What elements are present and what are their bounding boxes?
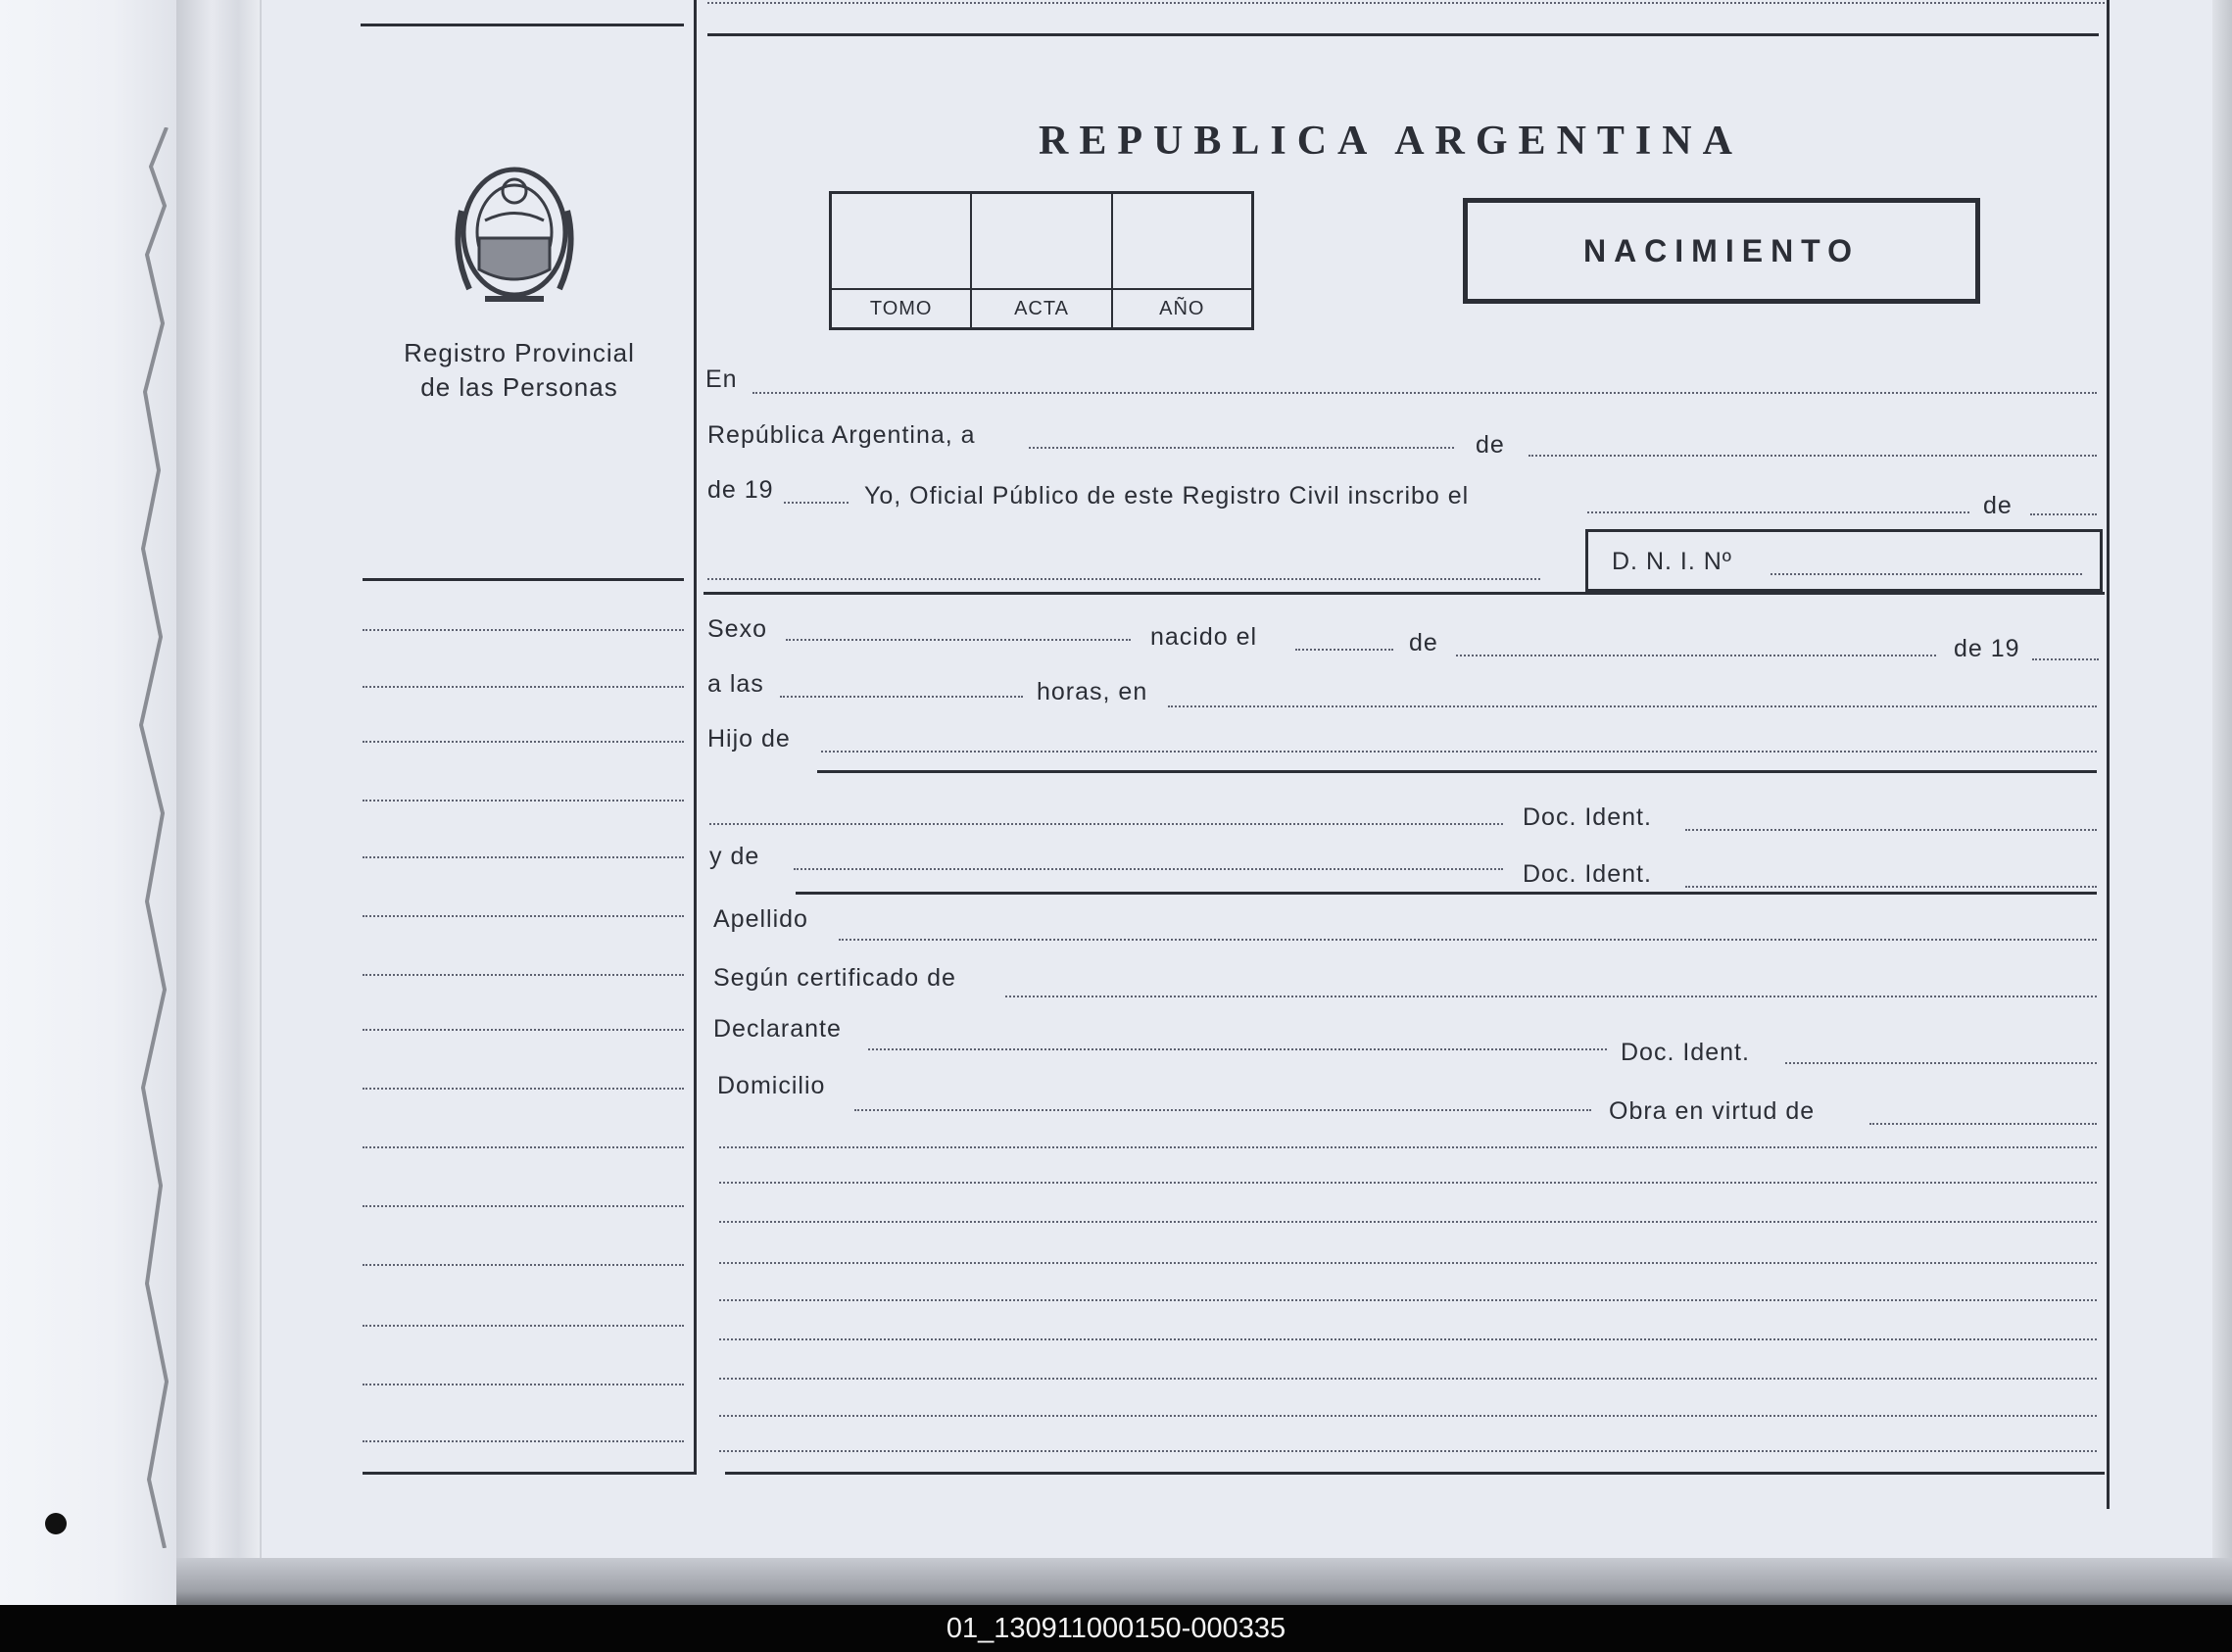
bottom-rule-right [725,1472,2105,1475]
notes-line[interactable] [719,1221,2097,1223]
domicilio-field[interactable] [854,1109,1591,1111]
margin-line[interactable] [363,741,684,743]
section-rule-1 [704,592,2105,595]
notes-line[interactable] [719,1415,2097,1417]
year-field[interactable] [784,502,849,504]
acta-label: ACTA [972,288,1110,327]
notes-line[interactable] [719,1450,2097,1452]
certificado-field[interactable] [1005,996,2097,997]
inscription-date-field[interactable] [1587,511,1969,513]
mother-field[interactable] [794,868,1503,870]
name-field[interactable] [707,578,1540,580]
declarante-doc-field[interactable] [1785,1062,2097,1064]
notes-line[interactable] [719,1299,2097,1301]
notes-line[interactable] [719,1146,2097,1148]
margin-line[interactable] [363,686,684,688]
margin-line[interactable] [363,1264,684,1266]
tomo-label: TOMO [832,288,970,327]
apellido-field[interactable] [839,939,2097,941]
birth-month-field[interactable] [1456,655,1936,656]
birth-year-field[interactable] [2032,658,2099,660]
punch-hole [45,1513,67,1534]
margin-line[interactable] [363,974,684,976]
top-rule-right [707,33,2099,36]
ano-label: AÑO [1113,288,1251,327]
margin-line[interactable] [363,915,684,917]
image-caption: 01_130911000150-000335 [0,1605,2232,1652]
hijo-label: Hijo de [707,725,791,753]
father-doc-field[interactable] [1685,829,2097,831]
de-label-2: de [1983,492,2013,519]
margin-line[interactable] [363,1440,684,1442]
frayed-binding [137,127,176,1548]
margin-line[interactable] [363,1029,684,1031]
sexo-label: Sexo [707,615,767,643]
father-doc-label: Doc. Ident. [1523,803,1652,831]
de-label-3: de [1409,629,1438,656]
declarante-label: Declarante [713,1015,842,1043]
margin-line[interactable] [363,1146,684,1148]
nacido-label: nacido el [1150,623,1258,651]
left-section-rule [363,578,684,581]
segun-label: Según certificado de [713,964,956,992]
ano-cell[interactable] [1113,194,1251,327]
mother-rule [796,892,2097,895]
acta-cell[interactable] [972,194,1112,327]
father-rule [817,770,2097,773]
record-type: NACIMIENTO [1582,232,1861,268]
notes-line[interactable] [719,1182,2097,1184]
registry-line-1: Registro Provincial [404,338,635,367]
month-field[interactable] [1528,455,2097,457]
dni-label: D. N. I. Nº [1612,548,1732,575]
country-title: REPUBLICA ARGENTINA [1039,119,1743,164]
book-right-edge [2212,0,2232,1605]
obra-field[interactable] [1869,1123,2097,1125]
birth-day-field[interactable] [1295,649,1393,651]
record-type-box [1463,198,1980,304]
column-divider [694,0,697,1475]
notes-line[interactable] [719,1262,2097,1264]
book-reference-box [829,191,1254,330]
right-margin-line [2107,0,2110,1509]
sexo-field[interactable] [786,639,1131,641]
coat-of-arms-seal [446,152,583,309]
notes-line[interactable] [719,1378,2097,1380]
notes-line[interactable] [719,1338,2097,1340]
oficial-statement: Yo, Oficial Público de este Registro Civil inscribo el [864,482,1470,510]
y-de-label: y de [709,843,760,870]
top-rule-left [361,24,684,26]
inscription-month-field[interactable] [2030,513,2097,515]
a-las-label: a las [707,670,764,698]
birth-year-label: de 19 [1954,635,2020,662]
page-edges [176,0,267,1558]
apellido-label: Apellido [713,905,808,933]
declarante-doc-label: Doc. Ident. [1621,1039,1750,1066]
dni-field[interactable] [1771,573,2082,575]
place-field[interactable] [1168,705,2097,707]
horas-label: horas, en [1037,678,1148,705]
obra-label: Obra en virtud de [1609,1097,1816,1125]
mother-doc-field[interactable] [1685,886,2097,888]
father-field[interactable] [821,751,2097,753]
father-name-cont-field[interactable] [709,823,1503,825]
domicilio-label: Domicilio [717,1072,826,1099]
registry-name [372,336,666,405]
bottom-rule-left [363,1472,694,1475]
margin-line[interactable] [363,1325,684,1327]
margin-line[interactable] [363,856,684,858]
year-prefix-label: de 19 [707,476,774,504]
registry-line-2: de las Personas [420,372,618,402]
en-label: En [705,365,738,393]
de-label-1: de [1476,431,1505,459]
top-dotted-line [707,2,2105,4]
hour-field[interactable] [780,696,1023,698]
en-field[interactable] [752,392,2097,394]
republica-label: República Argentina, a [707,421,976,449]
margin-line[interactable] [363,1384,684,1385]
margin-line[interactable] [363,800,684,802]
day-field[interactable] [1029,447,1454,449]
margin-line[interactable] [363,629,684,631]
margin-line[interactable] [363,1088,684,1090]
tomo-cell[interactable] [832,194,972,327]
page-bottom-shadow [176,1558,2232,1605]
margin-line[interactable] [363,1205,684,1207]
declarante-field[interactable] [868,1048,1607,1050]
mother-doc-label: Doc. Ident. [1523,860,1652,888]
dni-box [1585,529,2103,592]
